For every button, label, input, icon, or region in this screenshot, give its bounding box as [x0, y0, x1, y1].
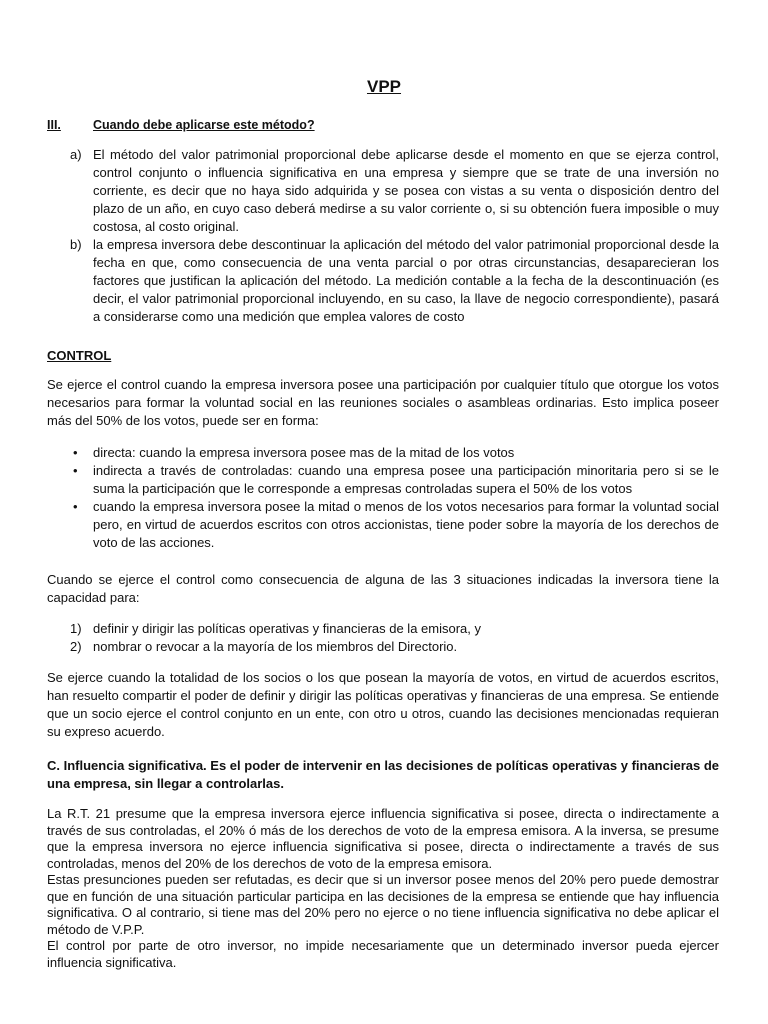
bullet-item — [47, 444, 719, 462]
bullet-item — [47, 462, 719, 498]
list-ab — [47, 146, 719, 326]
control-intro: Se ejerce el control cuando la empresa inversora posee una participación por cualquier título que otorgue los votos necesarios para formar la voluntad social en las reuniones sociales o asambleas ordinarias. Esto implica poseer más del 50% de los votos, puede ser en forma: — [47, 377, 719, 428]
bullet-text: directa: cuando la empresa inversora posee mas de la mitad de los votos — [93, 445, 515, 460]
bullet-text: cuando la empresa inversora posee la mitad o menos de los votos necesarios para formar la voluntad social pero, en virtud de acuerdos escritos con otros accionistas, tiene poder sobre la mayoría de los derechos de voto de las acciones. — [93, 499, 719, 550]
influence-paragraph-1: La R.T. 21 presume que la empresa inversora ejerce influencia significativa si posee, directa o indirectamente a través de sus controladas, el 20% ó más de los derechos de voto de la empresa emisora. A la inversa, se presume que la empresa inversora no ejerce influencia significativa si posee, directa o indirectamente a través de sus controladas, menos del 20% de los derechos de voto de la empresa emisora. — [47, 806, 719, 871]
list-item-text: definir y dirigir las políticas operativas y financieras de la emisora, y — [93, 621, 482, 636]
list-marker: a) — [70, 147, 82, 162]
bullet-icon: • — [73, 445, 78, 460]
list-item-b — [47, 236, 719, 326]
section-number: III. — [47, 118, 61, 132]
control-heading: CONTROL — [47, 348, 112, 363]
section-heading — [47, 116, 315, 134]
capacity-item-1 — [47, 620, 719, 638]
page-title: VPP — [366, 77, 402, 96]
influence-heading: C. Influencia significativa. Es el poder de intervenir en las decisiones de políticas operativas y financieras de una empresa, sin llegar a controlarlas. — [47, 758, 719, 791]
influence-paragraph-2: Estas presunciones pueden ser refutadas, es decir que si un inversor posee menos del 20% pero puede demostrar que en función de una situación particular participa en las decisiones de la empresa se entiende que hay influencia significativa. O al contrario, si tiene mas del 20% pero no ejerce o no tiene influencia significativa no debe aplicar el método de V.P.P. — [47, 872, 719, 937]
list-marker: 1) — [70, 621, 82, 636]
capacity-intro: Cuando se ejerce el control como consecuencia de alguna de las 3 situaciones indicadas la inversora tiene la capacidad para: — [47, 572, 719, 605]
list-marker: 2) — [70, 639, 82, 654]
bullet-icon: • — [73, 499, 78, 514]
list-item-a — [47, 146, 719, 236]
capacity-list — [47, 620, 719, 656]
capacity-item-2 — [47, 638, 719, 656]
list-item-text: El método del valor patrimonial proporcional debe aplicarse desde el momento en que se ejerza control, control conjunto o influencia significativa en una empresa y siempre que se trate de una inversión no corriente, es decir que no haya sido adquirida y se posea con vistas a su venta o disposición dentro del plazo de un año, en cuyo caso deberá medirse a su valor corriente o, si su obtención fuera imposible o muy costosa, al costo original. — [93, 147, 719, 234]
bullet-item — [47, 498, 719, 552]
influence-paragraph-3: El control por parte de otro inversor, no impide necesariamente que un determinado inversor pueda ejercer influencia significativa. — [47, 938, 719, 970]
bullet-text: indirecta a través de controladas: cuando una empresa posee una participación minoritaria pero si se le suma la participación que le corresponde a empresas controladas supera el 50% de los votos — [93, 463, 719, 496]
influence-paragraphs — [47, 806, 719, 971]
list-marker: b) — [70, 237, 82, 252]
control-bullets — [47, 444, 719, 552]
bullet-icon: • — [73, 463, 78, 478]
list-item-text: nombrar o revocar a la mayoría de los miembros del Directorio. — [93, 639, 458, 654]
list-item-text: la empresa inversora debe descontinuar la aplicación del método del valor patrimonial proporcional desde la fecha en que, como consecuencia de una venta parcial o por otras circunstancias, desaparecieran los factores que justifican la aplicación del método. La medición contable a la fecha de la descontinuación (es decir, el valor patrimonial proporcional incluyendo, en su caso, la llave de negocio correspondiente), pasará a considerarse como una medición que emplea valores de costo — [93, 237, 719, 324]
section-heading-text: Cuando debe aplicarse este método? — [93, 118, 315, 132]
joint-control-paragraph: Se ejerce cuando la totalidad de los socios o los que posean la mayoría de votos, en virtud de acuerdos escritos, han resuelto compartir el poder de definir y dirigir las políticas operativas y financieras de una empresa. Se entiende que un socio ejerce el control conjunto en un ente, con otro u otros, cuando las decisiones mencionadas requieran su expreso acuerdo. — [47, 670, 719, 739]
